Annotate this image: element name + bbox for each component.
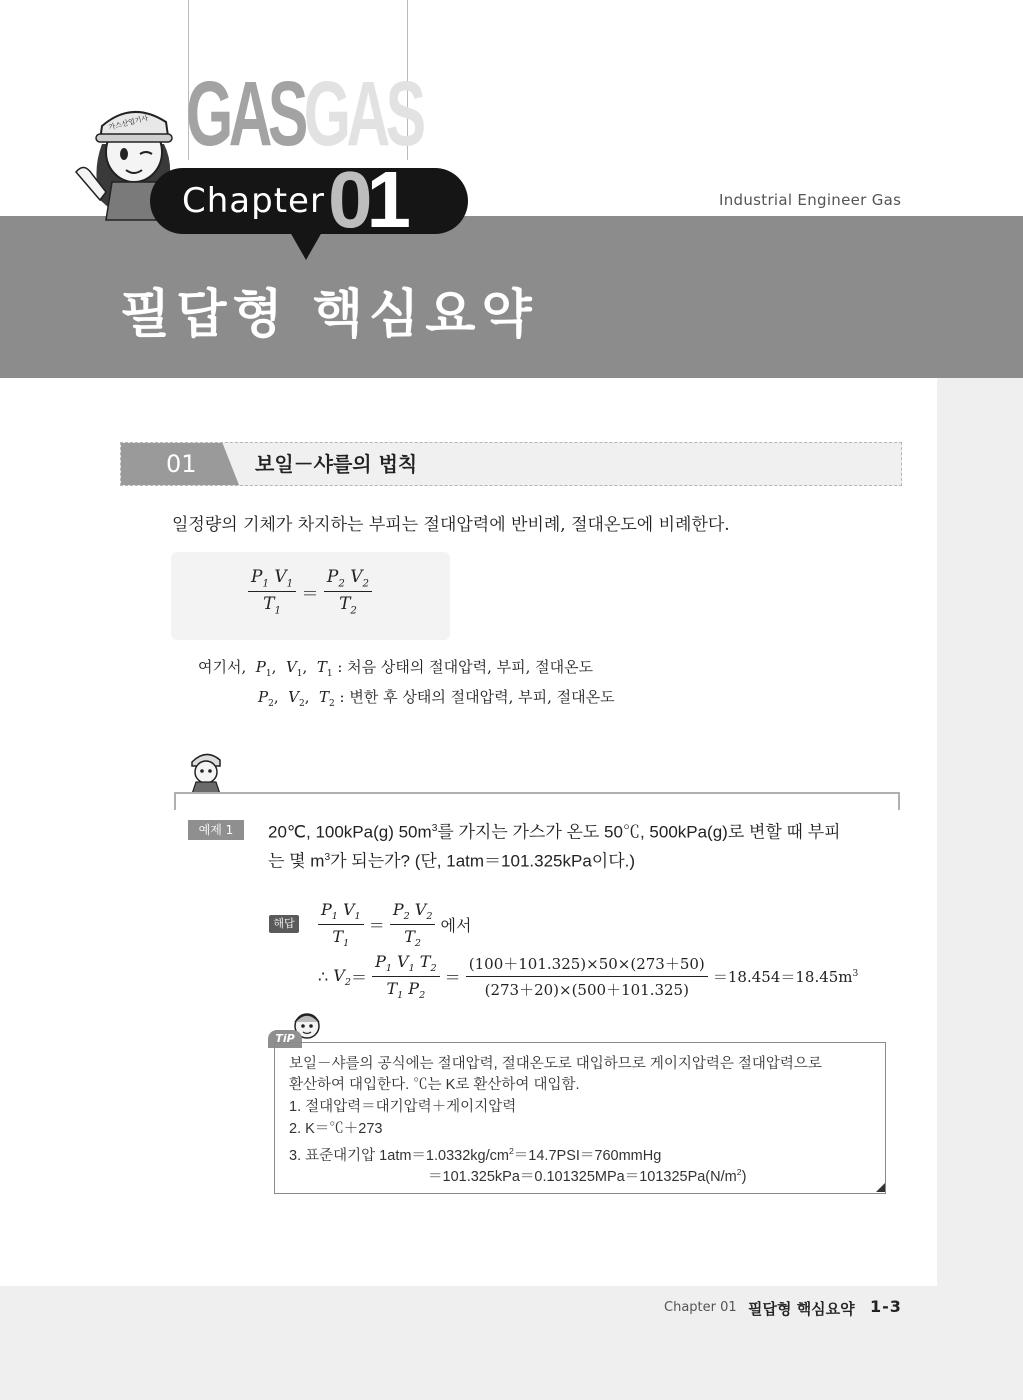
chapter-number: 01 (328, 155, 405, 244)
law-statement: 일정량의 기체가 차지하는 부피는 절대압력에 반비례, 절대온도에 비례한다. (172, 515, 730, 535)
page-number: 1-3 (870, 1297, 902, 1316)
chapter-title: 필답형 핵심요약 (120, 285, 538, 345)
example-badge: 예제 1 (188, 820, 244, 840)
chapter-pill-tail (290, 232, 322, 260)
tip-line-5: 3. 표준대기압 $1atm=1.0332kg/cm^2=14.7PSI=760mmHg$ (289, 1146, 662, 1164)
example-frame (174, 792, 900, 810)
boyle-charles-formula: $\frac{P_1 V_1}{T_1}$ ＝ $\frac{P_2 V_2}{T_2}$ (248, 567, 372, 617)
solution-line-2: ∴ $V_2=$ $\frac{P_1 V_1 T_2}{T_1 P_2}$ ＝ $\frac{(100+101.325)\times 50\times(273+50)}{(273+20)\times(500+101.325)}$ $=18.454=18.45m^3$ (318, 952, 859, 1002)
tip-corner-icon (876, 1183, 885, 1192)
mascot-small-icon (186, 746, 226, 794)
chapter-label: Chapter (182, 181, 325, 221)
tip-line-1: 보일－샤를의 공식에는 절대압력, 절대온도로 대입하므로 게이지압력은 절대압력으로 (289, 1056, 822, 1072)
example-question-line-1: 20℃, 100kPa(g) $50m^3$를 가지는 가스가 온도 50℃, 500kPa(g)로 변할 때 부피 (268, 822, 841, 842)
tip-line-6: $=101.325kPa=0.101325MPa=101325Pa(N/m^2)$ (428, 1167, 747, 1185)
solution-badge: 해답 (269, 915, 299, 933)
side-strip (937, 378, 1023, 1286)
mascot-cap-text: 가스산업기사 (107, 114, 150, 132)
footer-title: 필답형 핵심요약 (748, 1300, 855, 1318)
tip-line-2: 환산하여 대입한다. ℃는 K로 환산하여 대입함. (289, 1077, 580, 1093)
solution-line-1: $\frac{P_1 V_1}{T_1}$ ＝ $\frac{P_2 V_2}{T_2}$ 에서 (318, 900, 471, 949)
tip-line-4: 2. K＝℃＋273 (289, 1121, 383, 1137)
subject-label: Industrial Engineer Gas (719, 191, 902, 209)
footer-chapter: Chapter 01 (664, 1300, 737, 1315)
gas-wordmark: GASGAS (186, 63, 422, 165)
variable-definition-2: $P_2$, $V_2$, $T_2$ : 변한 후 상태의 절대압력, 부피, 절대온도 (258, 688, 615, 709)
tip-line-3: 1. 절대압력＝대기압력＋게이지압력 (289, 1099, 517, 1115)
variable-definition-1: 여기서, $P_1$, $V_1$, $T_1$ : 처음 상태의 절대압력, 부피, 절대온도 (198, 658, 594, 679)
section-number: 01 (166, 450, 197, 478)
section-header-bar (120, 442, 902, 486)
section-title: 보일－샤를의 법칙 (255, 452, 418, 476)
tip-badge: TiP (268, 1030, 302, 1048)
example-question-line-2: 는 몇 $m^3$가 되는가? (단, 1atm＝101.325kPa이다.) (268, 851, 636, 871)
